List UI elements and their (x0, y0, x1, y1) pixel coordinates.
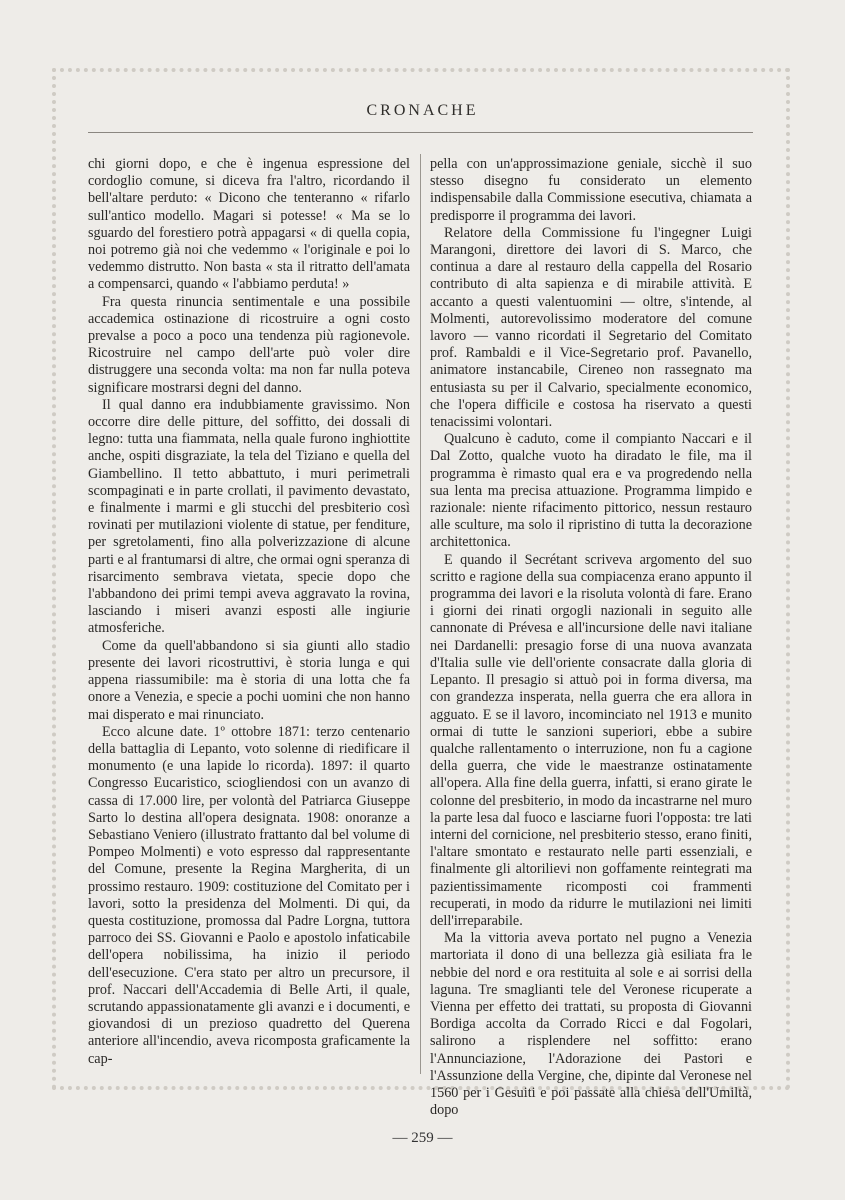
page-header: CRONACHE (366, 102, 479, 119)
paragraph: E quando il Secrétant scriveva argomento del suo scritto e ragione della sua compiacenza erano appunto il programma dei lavori e la risoluta volontà di fare. Erano i giorni dei rinati orgogli nazionali in seguito alle cannonate di Prévesa e all'incursione delle navi italiane nei Dardanelli: presagio forse di una nuova avanzata d'Italia sulle vie dell'oriente consacrate dalla gloria di Lepanto. Il presagio si attuò poi in forma diversa, ma con grandezza insperata, nella guerra che era allora in agguato. E se il lavoro, incominciato nel 1913 e munito ormai di tutte le sanzioni superiori, ebbe a subire qualche rallentamento o interruzione, non fu a cagione della guerra, che vide le maestranze ostinatamente all'opera. Alla fine della guerra, infatti, si erano girate le colonne del presbiterio, in modo da incastrarne nel muro la parte lesa dal fuoco e lasciarne fuori l'opposta: tre lati interni del cornicione, nel presbiterio stesso, erano finiti, l'altare smontato e restaurato nelle parti essenziali, e finalmente gli altorilievi non goffamente reintegrati ma pazientissimamente ricomposti coi frammenti recuperati, in modo da ridurre le mutilazioni nei limiti dell'irreparabile. (430, 551, 752, 929)
left-column (88, 156, 410, 1068)
paragraph: Ma la vittoria aveva portato nel pugno a Venezia martoriata il dono di una bellezza già esiliata fra le nebbie del nord e ora restituita al sole e ai sorrisi della laguna. Tre smaglianti tele del Veronese ricuperate a Vienna per effetto dei trattati, su proposta di Giovanni Bordiga accolta da Corrado Ricci e dal Fogolari, salirono a risplendere nel soffitto: erano l'Annunciazione, l'Adorazione dei Pastori e l'Assunzione della Vergine, che, dipinte dal Veronese nel 1560 per i Gesuiti e poi passate alla chiesa dell'Umiltà, dopo (430, 930, 752, 1119)
paragraph: Il qual danno era indubbiamente gravissimo. Non occorre dire delle pitture, del soffitto, dei dossali di legno: tutta una fiammata, nella quale furono inghiottite anche, ospiti disgraziate, la tela del Tiziano e quella del Giambellino. Il tetto abbattuto, i muri perimetrali scompaginati e in parte crollati, il pavimento devastato, e finalmente i marmi e gli stucchi del presbiterio così rovinati per mutilazioni violente di statue, per fenditure, per sgretolamenti, fino alla polverizzazione di alcune parti e al frantumarsi di altre, che ormai ogni speranza di risarcimento sembrava vietata, specie dopo che l'abbandono dei primi tempi aveva aggravato la rovina, lasciando i miseri avanzi esposti alle ingiurie atmosferiche. (88, 396, 410, 637)
paragraph: Relatore della Commissione fu l'ingegner Luigi Marangoni, direttore dei lavori di S. Marco, che continua a dare al restauro della cappella del Rosario contributo di alta sapienza e di mirabile attività. E accanto a questi valentuomini — oltre, s'intende, al Molmenti, autorevolissimo moderatore del comune lavoro — vanno ricordati il Segretario del Comitato prof. Rambaldi e il Vice-Segretario prof. Pavanello, animatore instancabile, Cireneo non rassegnato ma entusiasta su per il Calvario, specialmente economico, che l'opera difficile e costosa ha riservato a questi tenacissimi volontari. (430, 224, 752, 431)
paragraph: Ecco alcune date. 1º ottobre 1871: terzo centenario della battaglia di Lepanto, voto solenne di riedificare il monumento (e una lapide lo ricorda). 1897: il quarto Congresso Eucaristico, sciogliendosi con un avanzo di cassa di 17.000 lire, per volontà del Patriarca Giuseppe Sarto lo destina all'opera designata. 1908: onoranze a Sebastiano Veniero (illustrato frattanto dal bel volume di Pompeo Molmenti) e voto espresso dal rappresentante del Comune, presente la Regina Margherita, di un prossimo restauro. 1909: costituzione del Comitato per i lavori, sotto la presidenza del Molmenti. Di qui, da questa costituzione, promossa dal Padre Lorgna, tuttora parroco dei SS. Giovanni e Paolo e apostolo infaticabile dell'opera nobilissima, ha inizio il periodo dell'esecuzione. C'era stato per altro un precursore, il prof. Naccari dell'Accademia di Belle Arti, il quale, scrutando appassionatamente gli avanzi e i documenti, e giovandosi di un prezioso quadretto del Querena anteriore all'incendio, aveva ricomposta graficamente la cap- (88, 723, 410, 1067)
paragraph: Come da quell'abbandono si sia giunti allo stadio presente dei lavori ricostruttivi, è storia lunga e qui appena riassumibile: ma è storia di una lotta che fa onore a Venezia, e specie a pochi uomini che non hanno mai disperato e mai rinunciato. (88, 637, 410, 723)
paragraph: chi giorni dopo, e che è ingenua espressione del cordoglio comune, si diceva fra l'altro, ricordando il bell'altare perduto: « Dicono che tenteranno « rifarlo sull'antico modello. Magari si potesse! « Ma se lo sguardo del forestiero potrà appagarsi « di quella copia, noi potremo già noi che vedemmo « l'originale e poi lo vedemmo distrutto. Non basta « sta il ritratto dell'amata a compensarci, quando « l'abbiamo perduta! » (88, 156, 410, 293)
column-divider (420, 154, 421, 1074)
paragraph: Qualcuno è caduto, come il compianto Naccari e il Dal Zotto, qualche vuoto ha diradato le file, ma il programma è rimasto qual era e va progredendo nella sua lenta ma precisa attuazione. Programma limpido e razionale: niente rifacimento pittorico, nessun restauro alle sculture, ma solo il ripristino di tutta la decorazione architettonica. (430, 431, 752, 551)
paragraph: Fra questa rinuncia sentimentale e una possibile accademica ostinazione di ricostruire a ogni costo prevalse a poco a poco una tendenza più ragionevole. Ricostruire nel campo dell'arte può voler dire distruggere una seconda volta: ma non far nulla poteva significare mostrarsi degni del danno. (88, 293, 410, 396)
page-number: — 259 — (392, 1130, 453, 1146)
header-rule (88, 132, 753, 133)
paragraph: pella con un'approssimazione geniale, sicchè il suo stesso disegno fu considerato un elemento indispensabile dalla Commissione esecutiva, chiamata a predisporre il programma dei lavori. (430, 156, 752, 224)
right-column (430, 156, 752, 1119)
